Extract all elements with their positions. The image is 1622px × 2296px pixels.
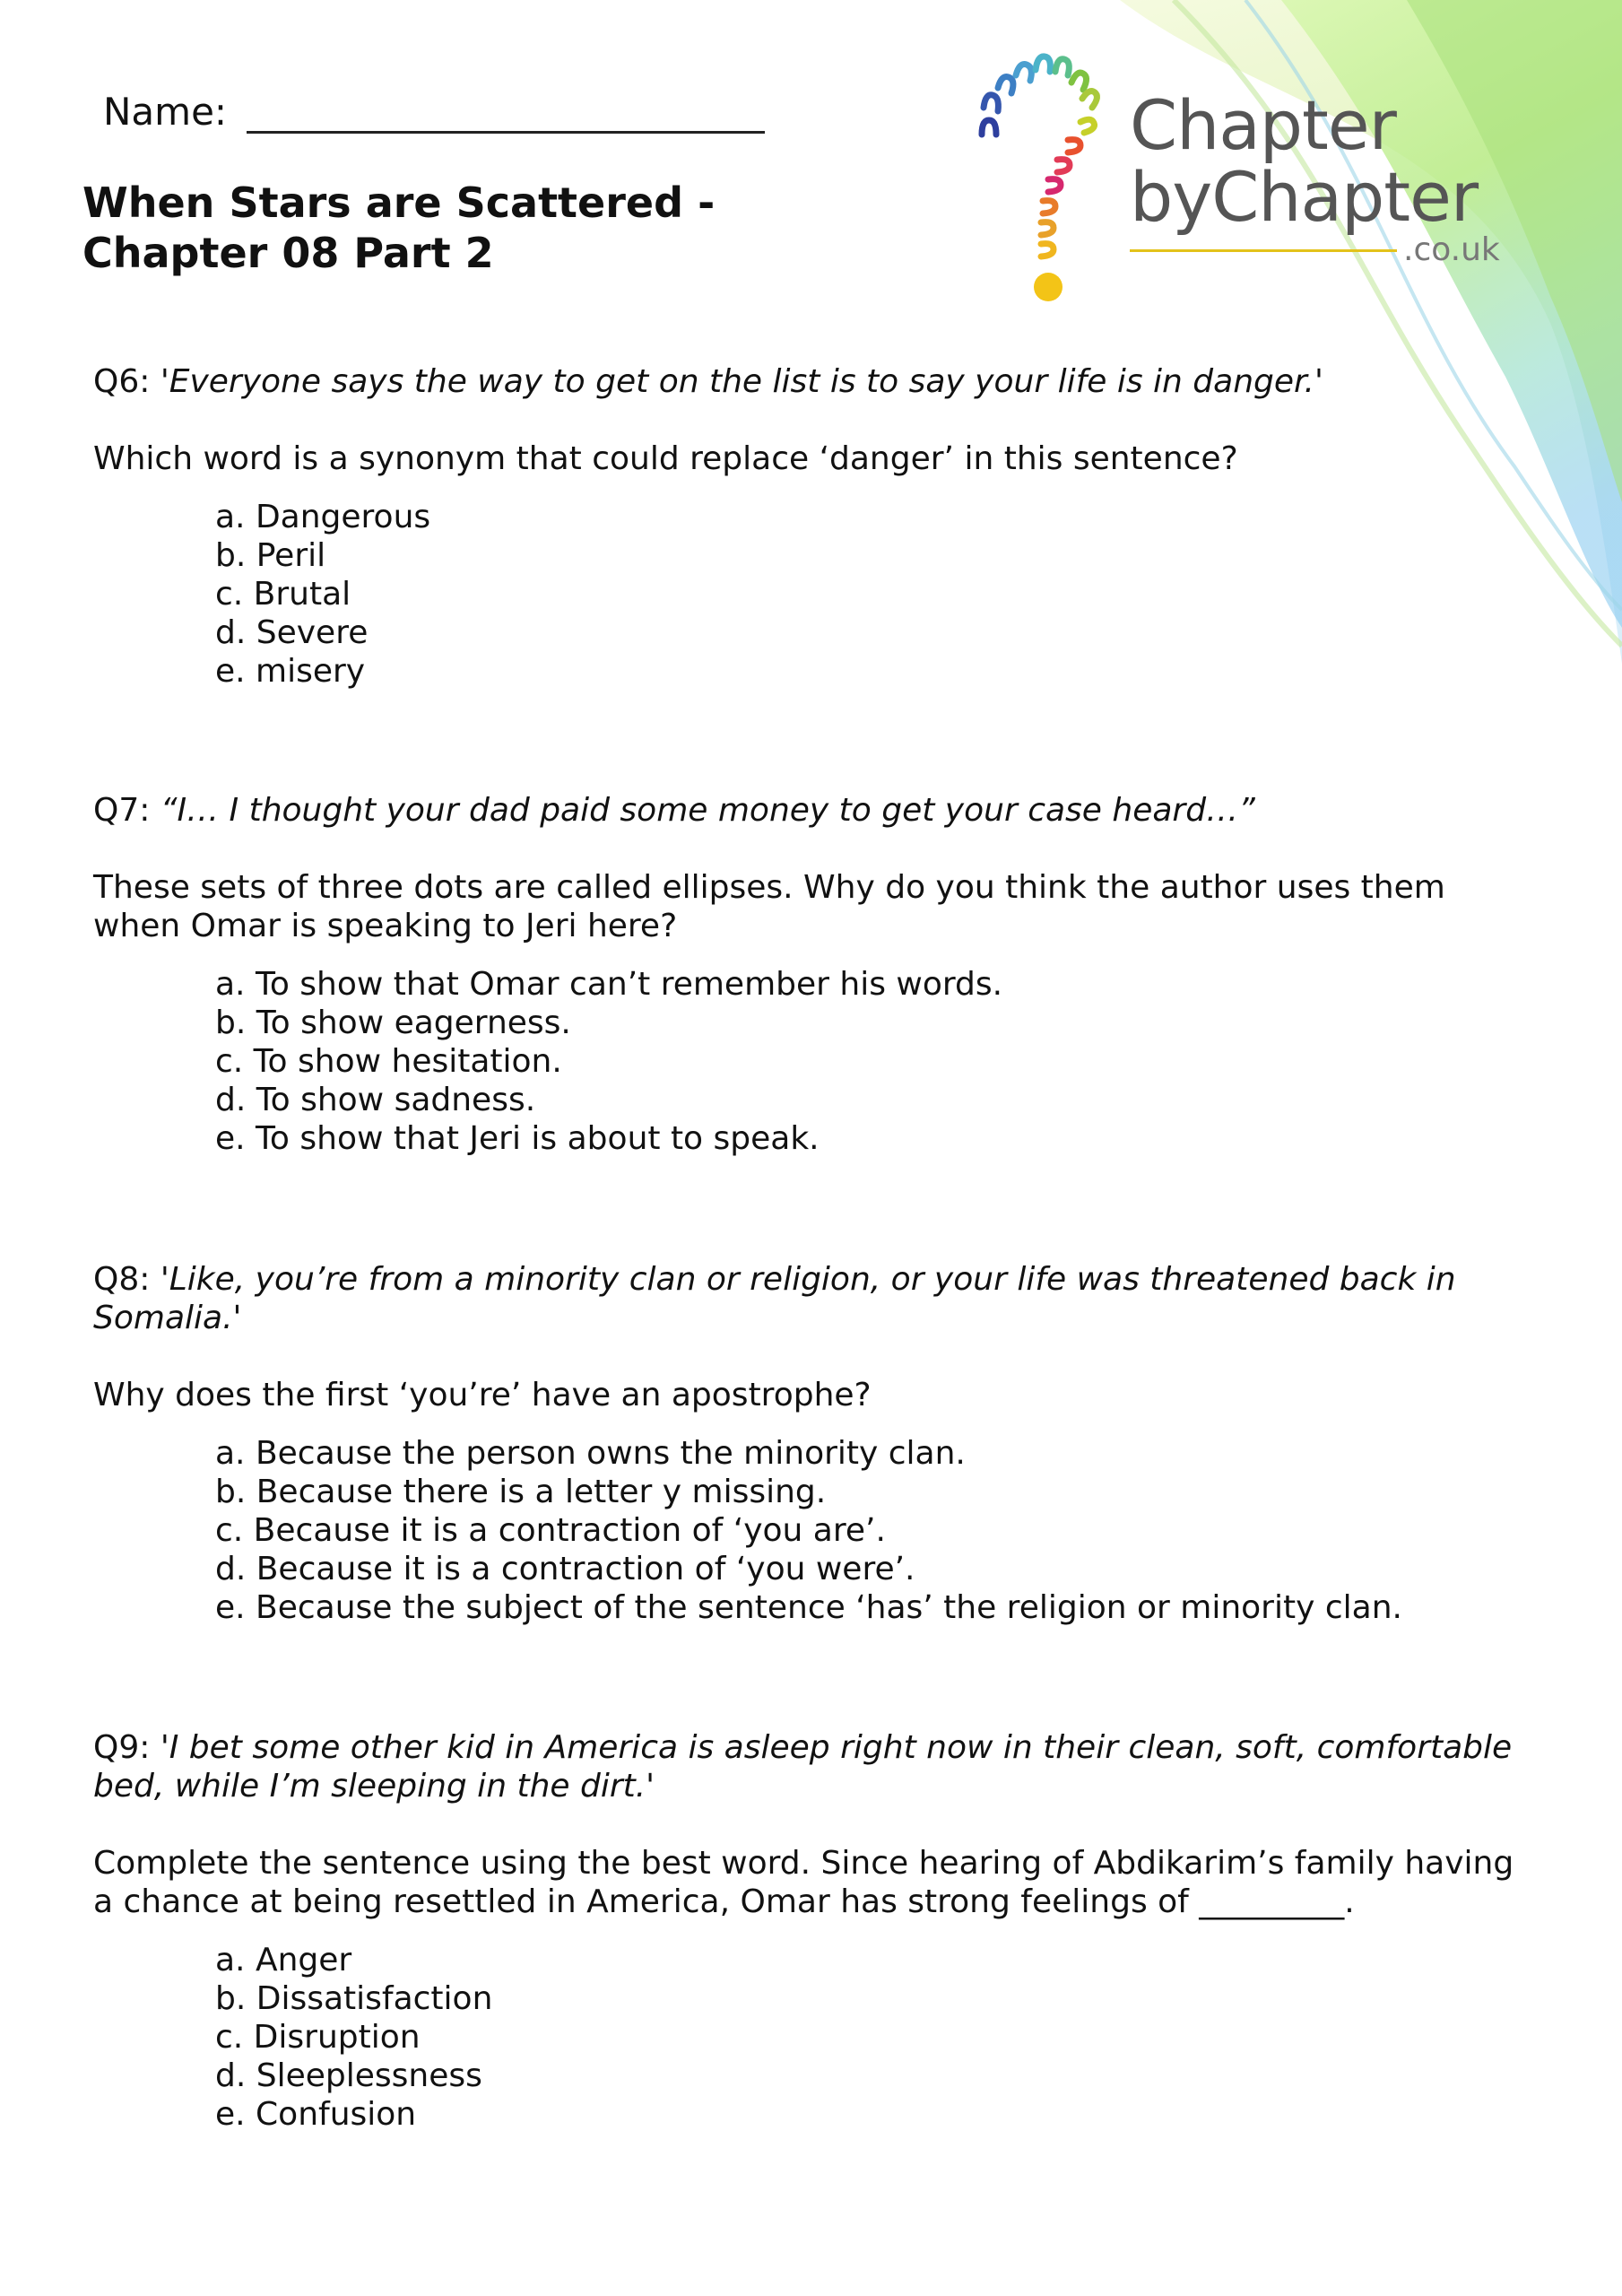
- answer-option: c. To show hesitation.: [215, 1043, 562, 1080]
- question-quote: 'Everyone says the way to get on the list is to say your life is in danger.': [160, 363, 1323, 400]
- question-prompt: Which word is a synonym that could replace ‘danger’ in this sentence?: [93, 440, 1238, 477]
- question-9: [93, 1728, 1528, 2134]
- answer-option: e. To show that Jeri is about to speak.: [215, 1120, 820, 1157]
- answer-option: b. Peril: [215, 537, 326, 574]
- answer-option: b. Because there is a letter y missing.: [215, 1474, 827, 1510]
- question-quote: 'I bet some other kid in America is asleep right now in their clean, soft, comfortable bed, while I’m sleeping in the dirt.': [93, 1729, 1513, 1805]
- question-stem: [93, 1260, 1528, 1337]
- logo-domain: .co.uk: [1403, 231, 1500, 268]
- answer-option: e. Because the subject of the sentence ‘has’ the religion or minority clan.: [215, 1589, 1402, 1626]
- answer-option: e. Confusion: [215, 2096, 417, 2133]
- answer-option: a. Because the person owns the minority clan.: [215, 1435, 966, 1472]
- answer-option: b. Dissatisfaction: [215, 1980, 493, 2017]
- page-title: [82, 178, 715, 278]
- chapter-by-chapter-logo: [964, 52, 1538, 312]
- question-prompt: Complete the sentence using the best word. Since hearing of Abdikarim’s family having a chance at being resettled in America, Omar has strong feelings of _________.: [93, 1845, 1514, 1920]
- question-number: Q7:: [93, 792, 151, 829]
- question-7: [93, 791, 1528, 1158]
- question-8: [93, 1260, 1528, 1627]
- answer-option: c. Brutal: [215, 576, 351, 613]
- logo-underline: [1130, 249, 1397, 252]
- answer-option: a. To show that Omar can’t remember his words.: [215, 966, 1003, 1003]
- answer-option: c. Because it is a contraction of ‘you are’.: [215, 1512, 886, 1549]
- name-label: Name:: [103, 90, 228, 134]
- answer-option: d. Severe: [215, 614, 369, 651]
- question-number: Q9:: [93, 1729, 151, 1766]
- question-stem: [93, 362, 1528, 401]
- answer-options: [215, 1941, 1528, 2134]
- answer-option: b. To show eagerness.: [215, 1004, 571, 1041]
- name-blank-line: [247, 95, 765, 134]
- question-quote: 'Like, you’re from a minority clan or religion, or your life was threatened back in Somalia.': [93, 1261, 1456, 1336]
- answer-option: d. To show sadness.: [215, 1082, 536, 1118]
- question-quote: “I… I thought your dad paid some money to get your case heard…”: [160, 792, 1255, 829]
- answer-options: [215, 498, 1528, 691]
- title-line-2: Chapter 08 Part 2: [82, 229, 494, 277]
- question-stem: [93, 1728, 1528, 1805]
- question-number: Q8:: [93, 1261, 151, 1298]
- logo-text-line-2: byChapter: [1130, 157, 1479, 237]
- answer-option: d. Because it is a contraction of ‘you were’.: [215, 1551, 915, 1587]
- answer-option: a. Anger: [215, 1942, 352, 1979]
- answer-option: c. Disruption: [215, 2019, 421, 2056]
- answer-option: e. misery: [215, 653, 366, 690]
- question-stem: [93, 791, 1528, 830]
- answer-options: [215, 965, 1528, 1158]
- question-prompt: Why does the first ‘you’re’ have an apostrophe?: [93, 1377, 872, 1413]
- question-number: Q6:: [93, 363, 151, 400]
- logo-text-line-1: Chapter: [1130, 85, 1396, 165]
- answer-options: [215, 1434, 1528, 1627]
- title-line-1: When Stars are Scattered -: [82, 178, 716, 227]
- answer-option: a. Dangerous: [215, 499, 431, 535]
- book-question-mark-icon: [964, 52, 1116, 312]
- name-field: [103, 90, 765, 134]
- question-6: [93, 362, 1528, 691]
- question-prompt: These sets of three dots are called ellipses. Why do you think the author uses them when Omar is speaking to Jeri here?: [93, 869, 1445, 944]
- answer-option: d. Sleeplessness: [215, 2057, 482, 2094]
